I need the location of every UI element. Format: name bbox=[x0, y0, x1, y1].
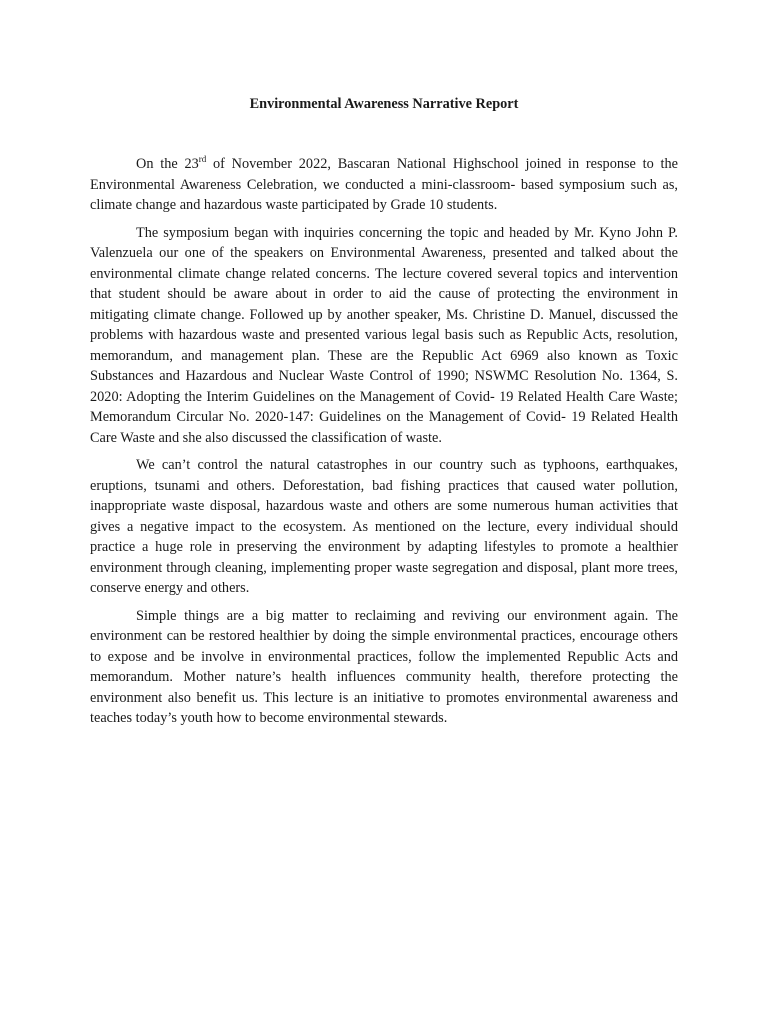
ordinal-suffix: rd bbox=[198, 154, 207, 165]
paragraph-1-lead: On the 23 bbox=[136, 156, 199, 172]
document-title: Environmental Awareness Narrative Report bbox=[249, 96, 519, 112]
document-page bbox=[90, 90, 678, 736]
paragraph-1-text: of November 2022, Bascaran National Highschool joined in response to the Environmental Awareness Celebration, we conducted a mini-classroom- based symposium such as, climate change and hazardous waste participated by Grade 10 students. bbox=[90, 156, 678, 213]
paragraph-1 bbox=[90, 154, 678, 216]
paragraph-3: We can’t control the natural catastrophes in our country such as typhoons, earthquakes, eruptions, tsunami and others. Deforestation, bad fishing practices that caused water pollution, inappropriate waste disposal, hazardous waste and others are some numerous human activities that gives a negative impact to the ecosystem. As mentioned on the lecture, every individual should practice a huge role in preserving the environment by adapting lifestyles to promote a healthier environment through cleaning, implementing proper waste segregation and disposal, plant more trees, conserve energy and others. bbox=[90, 457, 678, 596]
paragraph-4: Simple things are a big matter to reclaiming and reviving our environment again. The environment can be restored healthier by doing the simple environmental practices, encourage others to expose and be involve in environmental practices, follow the implemented Republic Acts and memorandum. Mother nature’s health influences community health, therefore protecting the environment also benefit us. This lecture is an initiative to promotes environmental awareness and teaches today’s youth how to become environmental stewards. bbox=[90, 607, 678, 726]
paragraph-2: The symposium began with inquiries concerning the topic and headed by Mr. Kyno John P. Valenzuela our one of the speakers on Environmental Awareness, presented and talked about the environmental climate change related concerns. The lecture covered several topics and intervention that student should be aware about in order to aid the cause of protecting the environment in mitigating climate change. Followed up by another speaker, Ms. Christine D. Manuel, discussed the problems with hazardous waste and presented various legal basis such as Republic Acts, resolution, memorandum, and management plan. These are the Republic Act 6969 also known as Toxic Substances and Hazardous and Nuclear Waste Control of 1990; NSWMC Resolution No. 1364, S. 2020: Adopting the Interim Guidelines on the Management of Covid- 19 Related Health Care Waste; Memorandum Circular No. 2020-147: Guidelines on the Management of Covid- 19 Related Health Care Waste and she also discussed the classification of waste. bbox=[90, 224, 678, 446]
